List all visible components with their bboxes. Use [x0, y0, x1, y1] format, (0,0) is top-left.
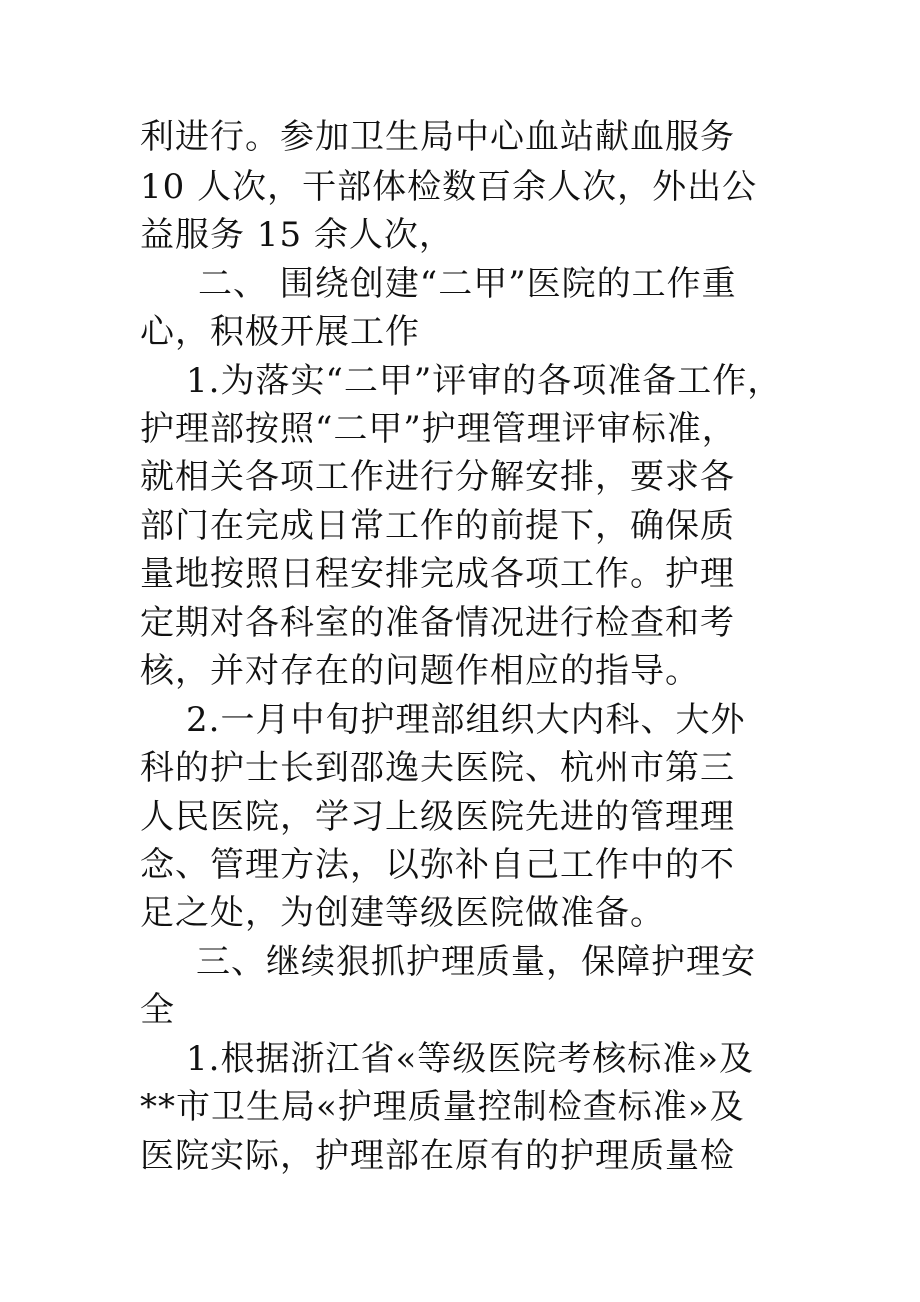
section-heading: 三、继续狠抓护理质量，保障护理安	[196, 942, 756, 982]
text-line: 益服务 15 余人次，	[140, 215, 454, 255]
text-line: **市卫生局«护理质量控制检查标准»及	[140, 1087, 745, 1127]
section-heading-continued: 心，积极开展工作	[140, 312, 420, 352]
section-heading-continued: 全	[140, 990, 175, 1030]
text-line: 人民医院，学习上级医院先进的管理理	[140, 797, 735, 837]
text-line: 1.为落实“二甲”评审的各项准备工作，	[186, 361, 783, 401]
text-line: 足之处，为创建等级医院做准备。	[140, 893, 665, 933]
text-line: 量地按照日程安排完成各项工作。护理	[140, 554, 735, 594]
text-line: 2.一月中旬护理部组织大内科、大外	[186, 700, 746, 740]
text-line: 利进行。参加卫生局中心血站献血服务	[140, 117, 735, 157]
text-line: 就相关各项工作进行分解安排，要求各	[140, 457, 735, 497]
text-line: 医院实际，护理部在原有的护理质量检	[140, 1136, 735, 1176]
text-line: 念、管理方法，以弥补自己工作中的不	[140, 845, 735, 885]
section-heading: 二、 围绕创建“二甲”医院的工作重	[198, 264, 737, 304]
text-line: 10 人次，干部体检数百余人次，外出公	[140, 167, 758, 207]
text-line: 护理部按照“二甲”护理管理评审标准，	[140, 409, 737, 449]
text-line: 定期对各科室的准备情况进行检查和考	[140, 603, 735, 643]
text-line: 科的护士长到邵逸夫医院、杭州市第三	[140, 748, 735, 788]
text-line: 1.根据浙江省«等级医院考核标准»及	[186, 1039, 755, 1079]
text-line: 部门在完成日常工作的前提下，确保质	[140, 506, 735, 546]
text-line: 核，并对存在的问题作相应的指导。	[140, 651, 700, 691]
